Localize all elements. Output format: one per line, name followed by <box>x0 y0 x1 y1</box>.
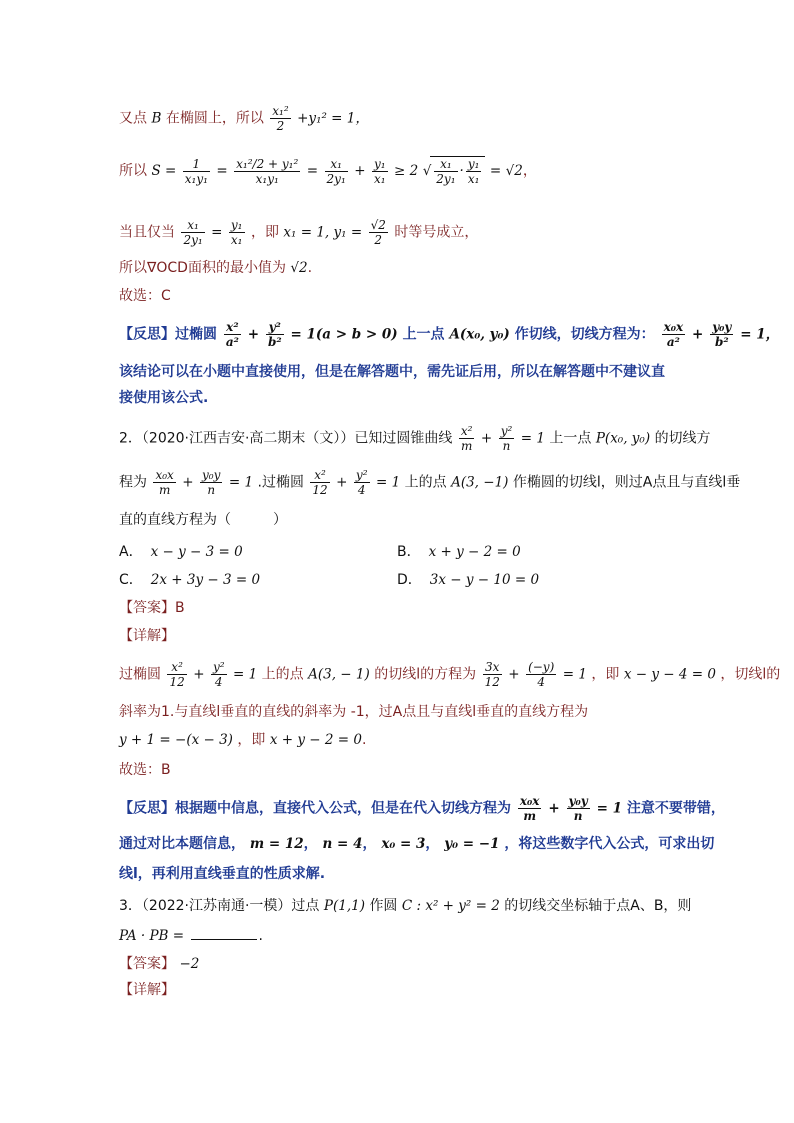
math: x₀ = 3 <box>381 836 426 852</box>
math: A(3, −1) <box>451 474 509 491</box>
option-b[interactable] <box>397 542 521 562</box>
fraction: $\frac{\text{x²}}{12}$ <box>169 660 185 689</box>
math: C : x² + y² = 2 <box>401 898 500 914</box>
math: n = 4 <box>322 836 363 852</box>
q2-note-line-1: 【反思】根据题中信息，直接代入公式，但是在代入切线方程为 $\frac{\text{x₀x}}{m}$ + $\frac{\text{y₀y}}{n}$ = 1 注意不要带错， <box>119 794 725 823</box>
q3-answer <box>119 954 199 974</box>
text: 作切线，切线方程为： <box>514 326 655 343</box>
math: = 1 <box>228 474 254 491</box>
text: 【答案】 <box>119 956 175 972</box>
fraction: $\frac{\text{y₁}}{\text{x₁}}$ <box>230 218 243 247</box>
fraction: $\frac{\text{x₁}}{\text{2y₁}}$ <box>183 218 203 247</box>
fraction: $\frac{\text{y²}}{\text{b²}}$ <box>267 320 282 349</box>
text: 【反思】过椭圆 <box>119 326 217 343</box>
text: ，即 <box>591 666 620 683</box>
text: 故选：B <box>119 762 171 778</box>
fraction: $\frac{\text{x₀x}}{\text{a²}}$ <box>663 320 684 349</box>
sqrt-expr: $\frac{\text{x₁}}{\text{2y₁}}$ · $\frac{\text{y₁}}{\text{x₁}}$ <box>430 156 485 186</box>
text: 的切线l的方程为 <box>374 666 477 683</box>
text: ， <box>362 836 377 852</box>
fraction: $\frac{3x}{12}$ <box>484 660 500 689</box>
answer-blank[interactable] <box>191 927 257 940</box>
fraction: $\frac{1}{\text{x₁y₁}}$ <box>184 156 208 186</box>
text: . <box>258 928 263 944</box>
math: ≥ 2 <box>394 163 419 179</box>
q2-line-3 <box>119 510 287 530</box>
math: = 1， <box>740 326 780 343</box>
math: = 1(a > b > 0) <box>290 326 398 343</box>
text: 程为 <box>119 474 147 491</box>
q2-note-line-3 <box>119 864 325 884</box>
text: 注意不要带错， <box>626 800 725 817</box>
prev-line-4 <box>119 258 312 278</box>
q2-solution-1: 过椭圆 $\frac{\text{x²}}{12}$ + $\frac{\text{y²}}{4}$ = 1 上的点 A(3, − 1) 的切线l的方程为 $\frac{3x}{12}$ + $\frac{(-y)}{4}$ = 1 ，即 x − y − 4 = 0 ，切线l的 <box>119 660 781 689</box>
option-c[interactable] <box>119 570 260 590</box>
q2-choose <box>119 760 171 780</box>
prev-line-2 <box>119 156 537 186</box>
fraction: $\frac{\text{y₁}}{\text{x₁}}$ <box>373 156 386 186</box>
text: 时等号成立， <box>394 224 479 241</box>
text: 直的直线方程为（ ） <box>119 512 287 528</box>
q2-solution-3 <box>119 730 366 750</box>
option-label: C． <box>119 572 143 588</box>
prev-line-1 <box>119 104 369 133</box>
text: ，切线l的 <box>720 666 781 683</box>
prev-line-3 <box>119 218 478 247</box>
option-label: A． <box>119 544 143 560</box>
fraction: $\frac{\text{x²}}{m}$ <box>460 424 473 453</box>
text: 3．（2022·江苏南通·一模）过点 <box>119 898 320 914</box>
math: PA · PB = <box>119 928 185 944</box>
text: . <box>307 260 313 276</box>
math: = <box>306 163 319 179</box>
equation: +y₁² = 1， <box>297 110 369 127</box>
math: √2 <box>290 260 308 276</box>
text: 【反思】根据题中信息，直接代入公式，但是在代入切线方程为 <box>119 800 511 817</box>
math: x + y − 2 = 0 <box>269 732 362 748</box>
q2-line-1: 2．（2020·江西吉安·高二期末（文））已知过圆锥曲线 $\frac{\text{x²}}{m}$ + $\frac{\text{y²}}{n}$ = 1 上一点 P(x₀, y₀) 的切线方 <box>119 424 711 453</box>
note1-line-3 <box>119 388 208 408</box>
fraction: $\frac{\text{x²}}{\text{a²}}$ <box>225 320 239 349</box>
fraction: $\frac{\text{x₀x}}{m}$ <box>519 794 540 823</box>
option-a[interactable] <box>119 542 243 562</box>
fraction: $\frac{√2}{2}$ <box>370 218 386 247</box>
text: 【答案】B <box>119 600 185 616</box>
text: 作圆 <box>369 898 398 914</box>
math: = <box>211 224 223 241</box>
text: ，将这些数字代入公式，可求出切 <box>504 836 715 852</box>
math: P(1,1) <box>323 898 365 914</box>
text: 作椭圆的切线l，则过A点且与直线l垂 <box>512 474 741 491</box>
option-label: D． <box>397 572 422 588</box>
prev-answer <box>119 286 171 306</box>
fraction: $\frac{\text{x₁²/2 + y₁²}}{\text{x₁y₁}}$ <box>236 156 299 186</box>
text: 在椭圆上，所以 <box>165 110 264 127</box>
math: S = <box>151 163 177 179</box>
math: = 1 <box>520 430 545 447</box>
note1-line-1: 【反思】过椭圆 $\frac{\text{x²}}{\text{a²}}$ + $\frac{\text{y²}}{\text{b²}}$ = 1(a > b > 0) 上一点 A(x₀, y₀) 作切线，切线方程为： $\frac{\text{x₀x}}{\text{a²}}$ + $\frac{\text{y₀y}}{\text{b²}}$ = 1， <box>119 320 780 349</box>
text: ，即 <box>237 732 266 748</box>
text: 【详解】 <box>119 628 175 644</box>
fraction: $\frac{\text{y₀y}}{n}$ <box>202 468 221 497</box>
q3-line-2 <box>119 926 263 946</box>
text: 所以∇OCD面积的最小值为 <box>119 260 286 276</box>
q2-solution-2 <box>119 702 588 722</box>
math: −2 <box>179 956 200 972</box>
math: √ <box>422 163 432 179</box>
q2-note-line-2 <box>119 834 714 854</box>
math: = <box>216 163 228 179</box>
text: 【详解】 <box>119 982 175 998</box>
fraction: $\frac{\text{x₀x}}{m}$ <box>155 468 174 497</box>
fraction: $\frac{\text{y₀y}}{\text{b²}}$ <box>712 320 732 349</box>
text: 的切线交坐标轴于点A、B，则 <box>504 898 692 914</box>
math: m = 12 <box>249 836 304 852</box>
fraction: $\frac{\text{y²}}{4}$ <box>355 468 368 497</box>
math: x − y − 4 = 0 <box>623 666 716 683</box>
text: 的切线方 <box>654 430 711 447</box>
text: 通过对比本题信息， <box>119 836 245 852</box>
math: x₁ = 1, y₁ = <box>283 224 363 241</box>
text: 当且仅当 <box>119 224 175 241</box>
text: ， <box>303 836 318 852</box>
text: 所以 <box>119 163 147 179</box>
text: 该结论可以在小题中直接使用，但是在解答题中，需先证后用，所以在解答题中不建议直 <box>119 364 665 380</box>
note1-line-2 <box>119 362 665 382</box>
text: 线l，再利用直线垂直的性质求解. <box>119 866 326 882</box>
fraction: $\frac{\text{x₁}}{\text{2y₁}}$ <box>326 156 346 186</box>
text: 上一点 <box>402 326 445 343</box>
text: 又点 <box>119 110 147 127</box>
text: .过椭圆 <box>257 474 304 491</box>
math: = 1 <box>562 666 587 683</box>
math: = 1 <box>375 474 401 491</box>
text: . <box>361 732 367 748</box>
point-b: B <box>151 110 162 127</box>
math: P(x₀, y₀) <box>595 430 651 447</box>
text: 上的点 <box>261 666 304 683</box>
option-label: B． <box>397 544 421 560</box>
text: 接使用该公式. <box>119 390 209 406</box>
text: 斜率为1.与直线l垂直的直线的斜率为 -1，过A点且与直线l垂直的直线方程为 <box>119 704 589 720</box>
q3-detail-heading <box>119 980 175 1000</box>
fraction: $\frac{\text{x₁²}}{2}$ <box>272 104 289 133</box>
math: = <box>489 163 502 179</box>
math: y + 1 = −(x − 3) <box>119 732 233 748</box>
math: √2 <box>505 163 523 179</box>
fraction: $\frac{(-y)}{4}$ <box>528 660 555 689</box>
q3-line-1 <box>119 896 691 916</box>
text: 故选：C <box>119 288 171 304</box>
option-text: 2x + 3y − 3 = 0 <box>150 572 261 588</box>
text: 上的点 <box>404 474 447 491</box>
math: + <box>354 163 366 179</box>
text: ， <box>425 836 440 852</box>
fraction: $\frac{\text{y₀y}}{n}$ <box>568 794 588 823</box>
option-text: 3x − y − 10 = 0 <box>429 572 540 588</box>
math: = 1 <box>233 666 258 683</box>
option-text: x + y − 2 = 0 <box>428 544 521 560</box>
option-d[interactable] <box>397 570 539 590</box>
option-text: x − y − 3 = 0 <box>150 544 243 560</box>
text: 2．（2020·江西吉安·高二期末（文））已知过圆锥曲线 <box>119 430 453 447</box>
text: ， <box>522 163 537 179</box>
math: y₀ = −1 <box>444 836 500 852</box>
fraction: $\frac{\text{y²}}{n}$ <box>500 424 513 453</box>
math: A(x₀, y₀) <box>449 326 510 343</box>
text: ，即 <box>250 224 279 241</box>
q2-line-2: 程为 $\frac{\text{x₀x}}{m}$ + $\frac{\text{y₀y}}{n}$ = 1 .过椭圆 $\frac{\text{x²}}{12}$ + $\frac{\text{y²}}{4}$ = 1 上的点 A(3, −1) 作椭圆的切线l，则过A点且与直线l垂 <box>119 468 741 497</box>
fraction: $\frac{\text{y²}}{4}$ <box>212 660 225 689</box>
text: 过椭圆 <box>119 666 161 683</box>
text: 上一点 <box>549 430 592 447</box>
fraction: $\frac{\text{x²}}{12}$ <box>312 468 328 497</box>
math: A(3, − 1) <box>308 666 370 683</box>
q2-detail-heading <box>119 626 175 646</box>
q2-answer <box>119 598 185 618</box>
math: = 1 <box>596 800 622 817</box>
